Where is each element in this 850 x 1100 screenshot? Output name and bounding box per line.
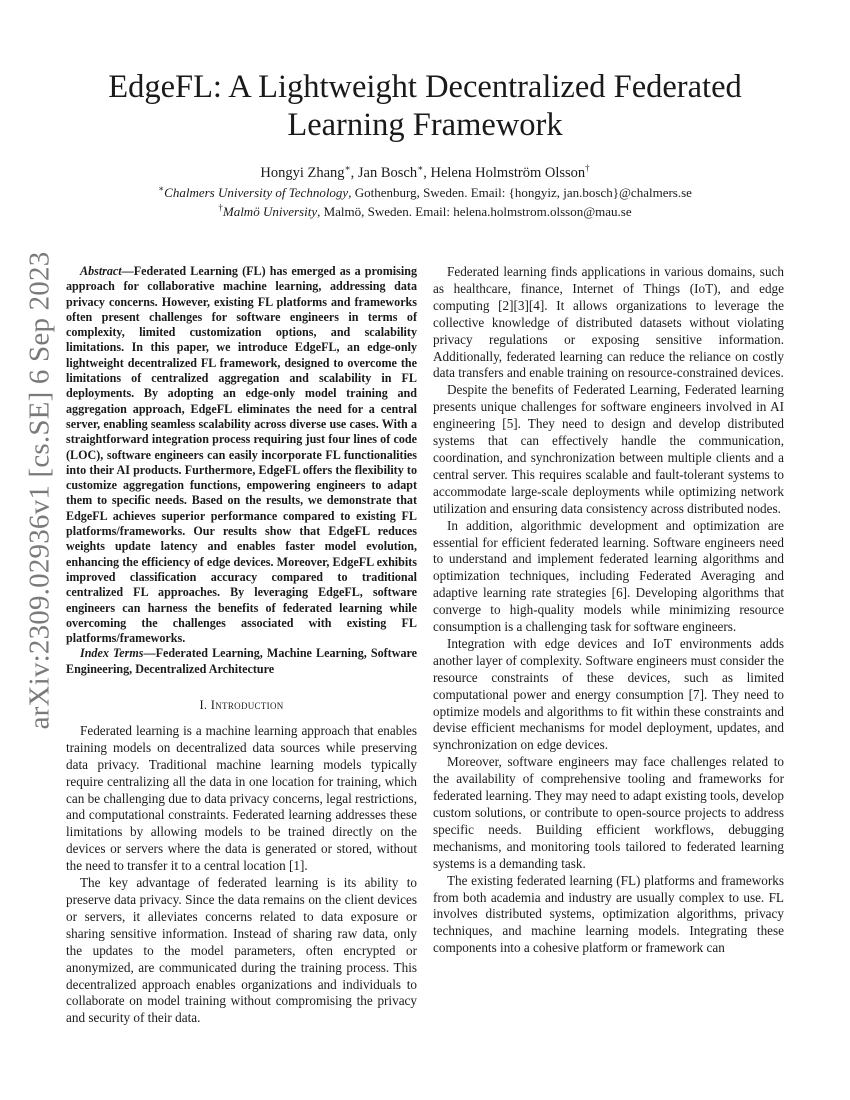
body-paragraph: Federated learning is a machine learning approach that enables training models on decentralized data sources while preserving data privacy. Traditional machine learning models typically require centralizing all the data in one location for training, which can be challenging due to data privacy concerns, legal restrictions, and computational constraints. Federated learning addresses these limitations by allowing models to be trained directly on the devices or servers where the data is generated or stored, without the need to transfer it to a central location [1].: [66, 722, 417, 874]
affiliation-details: , Gothenburg, Sweden. Email: {hongyiz, jan.bosch}@chalmers.se: [348, 185, 692, 200]
author-separator: ,: [423, 165, 431, 181]
abstract-text: —Federated Learning (FL) has emerged as a promising approach for collaborative machine learning, addressing data privacy concerns. However, existing FL platforms and frameworks often present challenges for software engineers in terms of complexity, limited customization options, and scalability limitations. In this paper, we introduce EdgeFL, an edge-only lightweight decentralized FL framework, designed to overcome the limitations of centralized aggregation and scalability in FL deployments. By adopting an edge-only model training and aggregation approach, EdgeFL eliminates the need for a central server, enabling seamless scalability across diverse use cases. With a straightforward integration process requiring just four lines of code (LOC), software engineers can easily incorporate FL functionalities into their AI products. Furthermore, EdgeFL offers the flexibility to customize aggregation functions, empowering engineers to adapt them to specific needs. Based on the results, we demonstrate that EdgeFL achieves superior performance compared to existing FL platforms/frameworks. Our results show that EdgeFL reduces weights update latency and enables faster model evolution, enhancing the efficiency of edge devices. Moreover, EdgeFL exhibits improved classification accuracy compared to traditional centralized FL approaches. By leveraging EdgeFL, software engineers can harness the benefits of federated learning while overcoming the challenges associated with existing FL platforms/frameworks.: [66, 264, 417, 646]
affiliation-institution: Chalmers University of Technology: [164, 185, 349, 200]
body-paragraph: In addition, algorithmic development and optimization are essential for efficient federated learning. Software engineers need to understand and implement federated learning algorithms and optimization techniques, including Federated Averaging and adaptive learning rate strategies [6]. Developing algorithms that converge to high-quality models while minimizing resource consumption is a challenging task for software engineers.: [433, 517, 784, 635]
left-column: [66, 264, 417, 1027]
arxiv-identifier-stamp: [15, 251, 65, 729]
paper-title: [60, 68, 790, 144]
author-name: Hongyi Zhang: [260, 165, 345, 181]
title-line-2: Learning Framework: [287, 107, 563, 143]
affiliation-mark: †: [218, 202, 223, 213]
right-column: [433, 264, 784, 957]
section-title: Introduction: [210, 698, 284, 713]
author-list: [60, 164, 790, 182]
body-paragraph: Moreover, software engineers may face challenges related to the availability of comprehensive tooling and frameworks for federated learning. They may need to adapt existing tools, develop custom solutions, or contribute to open-source projects to address specific needs. Building efficient workflows, debugging mechanisms, and monitoring tools tailored to federated learning systems is a demanding task.: [433, 754, 784, 871]
affiliation-chalmers: [60, 185, 790, 201]
body-paragraph: Despite the benefits of Federated Learning, Federated learning presents unique challenges for software engineers involved in AI engineering [5]. They need to design and develop distributed systems that can effectively handle the communication, coordination, and synchronization between multiple clients and a central server. This requires scalable and fault-tolerant systems to accommodate large-scale deployments while optimizing network utilization and ensuring data consistency across distributed nodes.: [433, 382, 784, 516]
index-terms-label: Index Terms: [80, 646, 144, 661]
affiliation-mark: ∗: [417, 163, 424, 174]
affiliation-institution: Malmö University: [222, 204, 318, 219]
body-paragraph: The key advantage of federated learning is its ability to preserve data privacy. Since the data remains on the client devices or servers, it alleviates concerns related to data exposure or sharing sensitive information. Instead of sharing raw data, only the updates to the model parameters, often encrypted or anonymized, are communicated during the training process. This decentralized approach enables organizations and individuals to collaborate on model training without compromising the privacy and security of their data.: [66, 875, 417, 1026]
arxiv-stamp-text: arXiv:2309.02936v1 [cs.SE] 6 Sep 2023: [23, 251, 56, 729]
author-name: Helena Holmström Olsson: [430, 165, 586, 181]
body-paragraph: Federated learning finds applications in various domains, such as healthcare, finance, Internet of Things (IoT), and edge computing [2][3][4]. It allows organizations to leverage the collective knowledge of distributed datasets without violating privacy regulations or exposing sensitive information. Additionally, federated learning can reduce the reliance on costly data transfers and enable training on resource-constrained devices.: [433, 264, 784, 381]
author-name: Jan Bosch: [357, 165, 418, 181]
affiliation-mark: †: [585, 163, 590, 174]
title-line-1: EdgeFL: A Lightweight Decentralized Federated: [108, 69, 742, 105]
abstract-label: Abstract: [80, 264, 122, 278]
index-terms-text: —Federated Learning, Machine Learning, Software Engineering, Decentralized Architecture: [66, 646, 418, 676]
author-separator: ,: [350, 165, 358, 181]
affiliation-malmo: [60, 204, 790, 220]
affiliation-mark: ∗: [344, 163, 351, 174]
affiliation-mark: ∗: [158, 183, 165, 194]
body-paragraph: The existing federated learning (FL) platforms and frameworks from both academia and industry are usually complex to use. FL involves distributed systems, optimization algorithms, privacy techniques, and machine learning models. Integrating these components into a cohesive platform or framework can: [433, 872, 784, 956]
section-heading-introduction: [66, 697, 417, 714]
affiliation-details: , Malmö, Sweden. Email: helena.holmstrom.olsson@mau.se: [317, 204, 632, 219]
abstract-paragraph: [66, 264, 417, 646]
body-paragraph: Integration with edge devices and IoT environments adds another layer of complexity. Software engineers must consider the resource constraints of these devices, such as limited computational power and energy consumption [7]. They need to optimize models and algorithms to fit within these constraints and devise efficient mechanisms for model deployment, updates, and synchronization on edge devices.: [433, 635, 784, 753]
section-number: I.: [199, 698, 211, 713]
index-terms-paragraph: [66, 646, 417, 677]
